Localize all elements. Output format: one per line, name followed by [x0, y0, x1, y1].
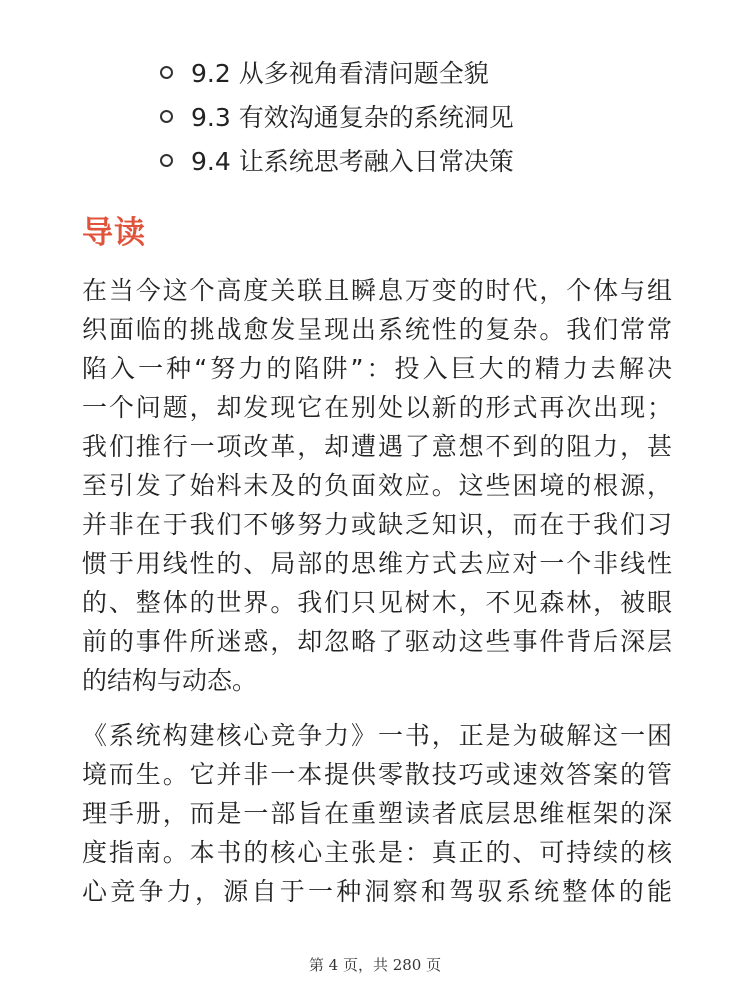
toc-list	[160, 50, 514, 182]
circle-bullet-icon	[160, 66, 173, 79]
section-heading: 导读	[82, 215, 146, 251]
paragraph-line: 惯于用线性的、局部的思维方式去应对一个非线性	[82, 549, 672, 578]
paragraph	[82, 716, 672, 911]
circle-bullet-icon	[160, 154, 173, 167]
toc-item-label: 9.2 从多视角看清问题全貌	[191, 59, 489, 88]
toc-item-label: 9.4 让系统思考融入日常决策	[191, 147, 514, 176]
paragraph-line: 织面临的挑战愈发呈现出系统性的复杂。我们常常	[82, 315, 672, 344]
paragraph-line: 前的事件所迷惑，却忽略了驱动这些事件背后深层	[82, 627, 672, 656]
toc-item	[160, 94, 514, 138]
paragraph-line: 的结构与动态。	[82, 666, 258, 695]
paragraph-line: 一个问题，却发现它在别处以新的形式再次出现；	[82, 393, 672, 422]
paragraph-line: 心竞争力，源自于一种洞察和驾驭系统整体的能	[82, 877, 672, 906]
paragraph-line: 的、整体的世界。我们只见树木，不见森林，被眼	[82, 588, 672, 617]
paragraph-line: 境而生。它并非一本提供零散技巧或速效答案的管	[82, 760, 672, 789]
paragraph-line: 并非在于我们不够努力或缺乏知识，而在于我们习	[82, 510, 672, 539]
paragraph-line: 在当今这个高度关联且瞬息万变的时代，个体与组	[82, 276, 672, 305]
paragraph-line: 我们推行一项改革，却遭遇了意想不到的阻力，甚	[82, 432, 672, 461]
toc-item	[160, 138, 514, 182]
paragraph	[82, 271, 672, 700]
paragraph-line: 度指南。本书的核心主张是：真正的、可持续的核	[82, 838, 672, 867]
paragraph-line: 至引发了始料未及的负面效应。这些困境的根源，	[82, 471, 672, 500]
page-number-footer: 第 4 页，共 280 页	[308, 956, 442, 974]
circle-bullet-icon	[160, 110, 173, 123]
toc-item-label: 9.3 有效沟通复杂的系统洞见	[191, 103, 514, 132]
paragraph-line: 《系统构建核心竞争力》一书，正是为破解这一困	[82, 721, 672, 750]
toc-item	[160, 50, 514, 94]
paragraph-line: 理手册，而是一部旨在重塑读者底层思维框架的深	[82, 799, 672, 828]
paragraph-line: 陷入一种“努力的陷阱”：投入巨大的精力去解决	[82, 354, 672, 383]
